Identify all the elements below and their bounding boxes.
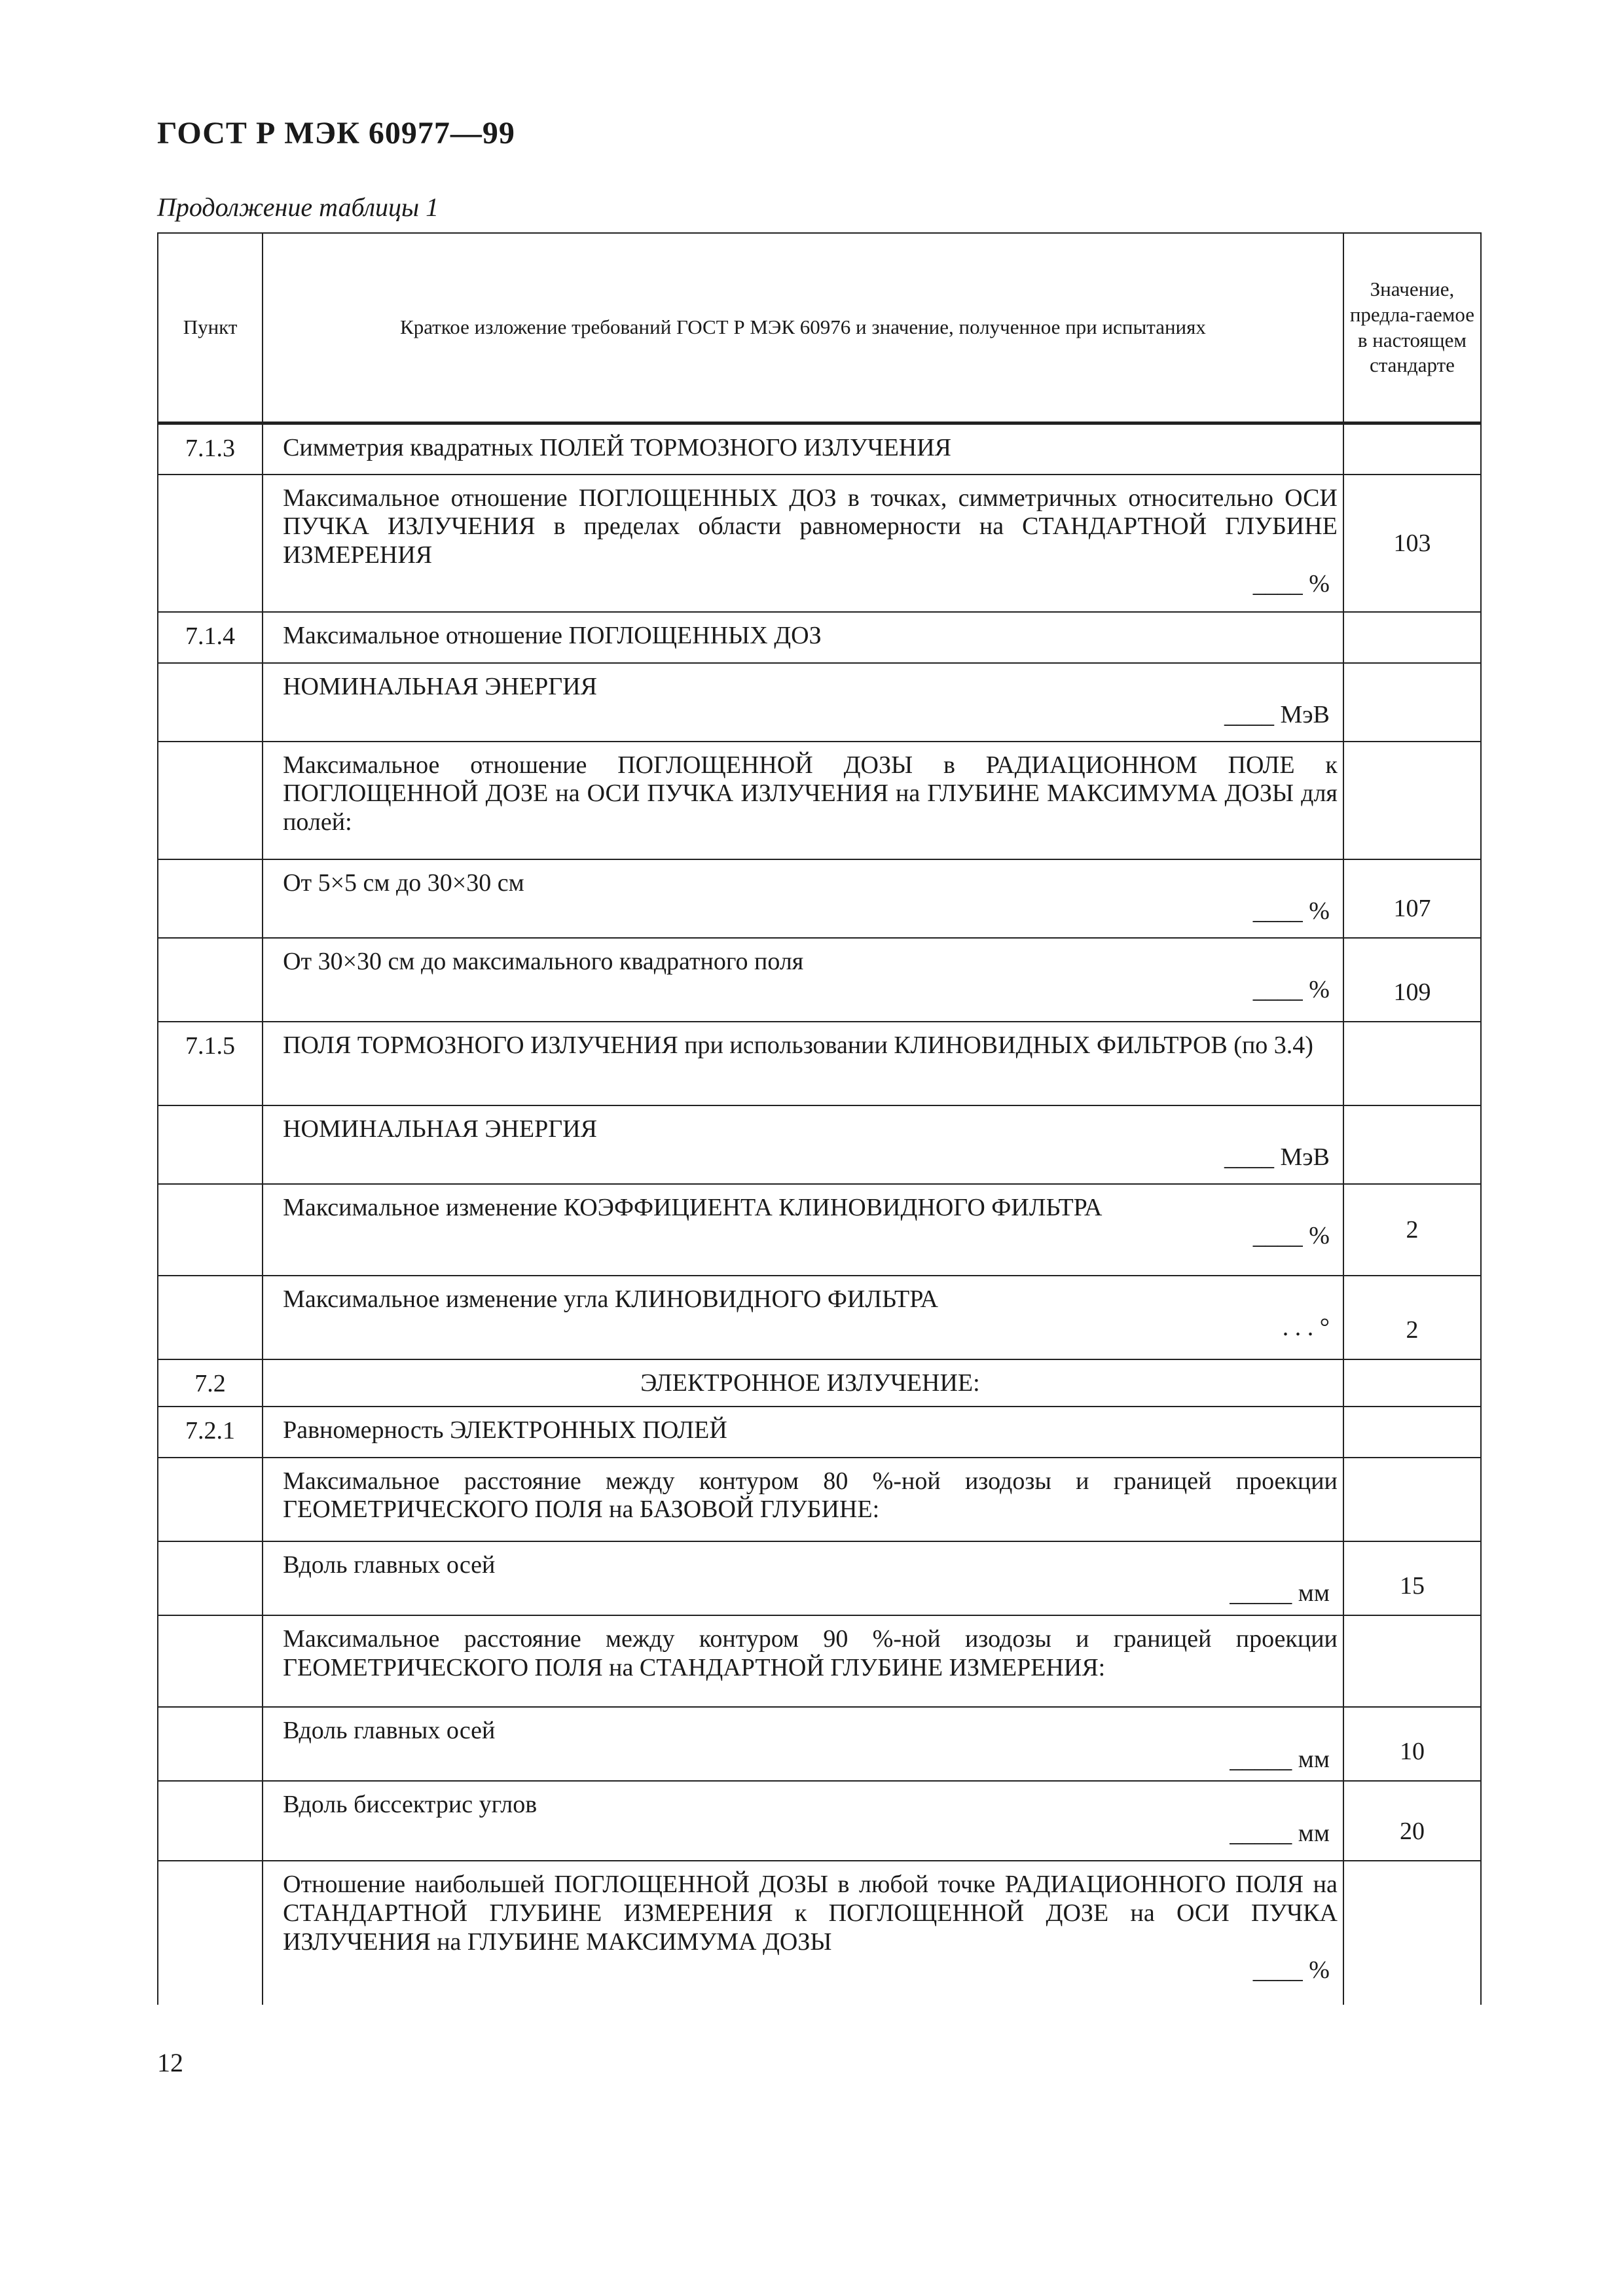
- row-proposed-value: 103: [1343, 475, 1481, 612]
- requirement-text: Вдоль биссектрис углов: [283, 1791, 538, 1819]
- requirement-text: Равномерность ЭЛЕКТРОННЫХ ПОЛЕЙ: [283, 1416, 727, 1444]
- requirement-text: От 30×30 см до максимального квадратного поля: [283, 947, 804, 975]
- measured-value-blank: ____ МэВ: [1224, 1143, 1330, 1172]
- row-proposed-value: [1343, 612, 1481, 663]
- table-row: [158, 1359, 1481, 1407]
- table-row: [158, 938, 1481, 1022]
- row-requirement: [263, 1407, 1343, 1458]
- row-item-number: [158, 742, 263, 859]
- measured-value-blank: ____ %: [1252, 1956, 1330, 1984]
- requirement-text: Вдоль главных осей: [283, 1551, 496, 1579]
- requirement-text: Максимальное изменение КОЭФФИЦИЕНТА КЛИНОВИДНОГО ФИЛЬТРА: [283, 1193, 1103, 1221]
- row-requirement: [263, 938, 1343, 1022]
- header-summary: Краткое изложение требований ГОСТ Р МЭК 60976 и значение, полученное при испытаниях: [263, 233, 1343, 423]
- header-value: Значение, предла-гаемое в настоящем стандарте: [1343, 233, 1481, 423]
- row-proposed-value: 20: [1343, 1781, 1481, 1861]
- row-requirement: [263, 423, 1343, 475]
- table-row: [158, 475, 1481, 612]
- table-row: [158, 1276, 1481, 1359]
- table-row: [158, 663, 1481, 742]
- row-requirement: [263, 1276, 1343, 1359]
- requirement-text: Максимальное отношение ПОГЛОЩЕННОЙ ДОЗЫ в РАДИАЦИОННОМ ПОЛЕ к ПОГЛОЩЕННОЙ ДОЗЕ на ОСИ ПУЧКА ИЗЛУЧЕНИЯ на ГЛУБИНЕ МАКСИМУМА ДОЗЫ для полей:: [283, 751, 1338, 836]
- row-proposed-value: [1343, 742, 1481, 859]
- requirement-text: Симметрия квадратных ПОЛЕЙ ТОРМОЗНОГО ИЗЛУЧЕНИЯ: [283, 434, 952, 461]
- measured-value-blank: ____ %: [1252, 976, 1330, 1004]
- row-proposed-value: 107: [1343, 859, 1481, 938]
- row-proposed-value: 2: [1343, 1184, 1481, 1276]
- requirement-text: НОМИНАЛЬНАЯ ЭНЕРГИЯ: [283, 1115, 598, 1143]
- row-item-number: [158, 1615, 263, 1707]
- row-requirement: [263, 1359, 1343, 1407]
- row-item-number: [158, 475, 263, 612]
- requirement-text: Максимальное изменение угла КЛИНОВИДНОГО ФИЛЬТРА: [283, 1285, 938, 1313]
- row-proposed-value: [1343, 423, 1481, 475]
- document-title: ГОСТ Р МЭК 60977—99: [157, 116, 515, 151]
- row-proposed-value: [1343, 1458, 1481, 1541]
- table-row: [158, 859, 1481, 938]
- table-row: [158, 1184, 1481, 1276]
- row-item-number: [158, 938, 263, 1022]
- row-proposed-value: [1343, 1407, 1481, 1458]
- table-row: [158, 612, 1481, 663]
- row-requirement: [263, 1615, 1343, 1707]
- table-row: [158, 1407, 1481, 1458]
- measured-value-blank: ____ %: [1252, 897, 1330, 925]
- table-header-row: [158, 233, 1481, 423]
- row-item-number: [158, 1707, 263, 1781]
- row-item-number: [158, 1458, 263, 1541]
- table-row: [158, 1861, 1481, 2005]
- table-row: [158, 423, 1481, 475]
- row-item-number: [158, 1781, 263, 1861]
- requirement-text: ЭЛЕКТРОННОЕ ИЗЛУЧЕНИЕ:: [640, 1369, 980, 1397]
- row-proposed-value: [1343, 1615, 1481, 1707]
- row-item-number: 7.1.5: [158, 1022, 263, 1105]
- table-row: [158, 1541, 1481, 1615]
- row-requirement: [263, 1861, 1343, 2005]
- row-proposed-value: [1343, 1022, 1481, 1105]
- page-number: 12: [157, 2048, 183, 2077]
- requirement-text: Максимальное отношение ПОГЛОЩЕННЫХ ДОЗ: [283, 621, 822, 649]
- row-proposed-value: 10: [1343, 1707, 1481, 1781]
- row-item-number: [158, 1184, 263, 1276]
- row-proposed-value: 15: [1343, 1541, 1481, 1615]
- measured-value-blank: _____ мм: [1230, 1819, 1330, 1847]
- table-row: [158, 1781, 1481, 1861]
- row-item-number: [158, 859, 263, 938]
- requirement-text: Максимальное расстояние между контуром 80 %-ной изодозы и границей проекции ГЕОМЕТРИЧЕСКОГО ПОЛЯ на БАЗОВОЙ ГЛУБИНЕ:: [283, 1467, 1338, 1524]
- table-row: [158, 1458, 1481, 1541]
- measured-value-blank: ____ МэВ: [1224, 701, 1330, 729]
- row-requirement: [263, 859, 1343, 938]
- requirement-text: От 5×5 см до 30×30 см: [283, 869, 524, 897]
- table-row: [158, 1707, 1481, 1781]
- measured-value-blank: _____ мм: [1230, 1579, 1330, 1607]
- header-item: Пункт: [158, 233, 263, 423]
- table-body: [158, 423, 1481, 2005]
- row-proposed-value: [1343, 1105, 1481, 1184]
- row-item-number: [158, 1276, 263, 1359]
- requirement-text: Отношение наибольшей ПОГЛОЩЕННОЙ ДОЗЫ в любой точке РАДИАЦИОННОГО ПОЛЯ на СТАНДАРТНОЙ ГЛУБИНЕ ИЗМЕРЕНИЯ к ПОГЛОЩЕННОЙ ДОЗЕ на ОСИ ПУЧКА ИЗЛУЧЕНИЯ на ГЛУБИНЕ МАКСИМУМА ДОЗЫ: [283, 1871, 1338, 1956]
- row-requirement: [263, 1781, 1343, 1861]
- row-proposed-value: [1343, 1359, 1481, 1407]
- requirement-text: ПОЛЯ ТОРМОЗНОГО ИЗЛУЧЕНИЯ при использовании КЛИНОВИДНЫХ ФИЛЬТРОВ (по 3.4): [283, 1031, 1313, 1059]
- requirement-text: Максимальное отношение ПОГЛОЩЕННЫХ ДОЗ в точках, симметричных относительно ОСИ ПУЧКА ИЗЛУЧЕНИЯ в пределах области равномерности на СТАНДАРТНОЙ ГЛУБИНЕ ИЗМЕРЕНИЯ: [283, 484, 1338, 569]
- table-row: [158, 1105, 1481, 1184]
- requirement-text: Вдоль главных осей: [283, 1716, 496, 1744]
- row-item-number: 7.2: [158, 1359, 263, 1407]
- table-row: [158, 1615, 1481, 1707]
- row-item-number: [158, 663, 263, 742]
- row-item-number: 7.1.3: [158, 423, 263, 475]
- row-item-number: [158, 1861, 263, 2005]
- requirement-text: Максимальное расстояние между контуром 90 %-ной изодозы и границей проекции ГЕОМЕТРИЧЕСКОГО ПОЛЯ на СТАНДАРТНОЙ ГЛУБИНЕ ИЗМЕРЕНИЯ:: [283, 1624, 1338, 1681]
- row-requirement: [263, 1541, 1343, 1615]
- requirements-table: [157, 232, 1482, 2005]
- table-row: [158, 742, 1481, 859]
- row-requirement: [263, 1022, 1343, 1105]
- measured-value-blank: . . . °: [1282, 1314, 1330, 1342]
- row-proposed-value: 109: [1343, 938, 1481, 1022]
- requirement-text: НОМИНАЛЬНАЯ ЭНЕРГИЯ: [283, 672, 598, 700]
- row-item-number: 7.2.1: [158, 1407, 263, 1458]
- row-proposed-value: [1343, 663, 1481, 742]
- row-requirement: [263, 1184, 1343, 1276]
- row-requirement: [263, 612, 1343, 663]
- measured-value-blank: _____ мм: [1230, 1745, 1330, 1773]
- row-requirement: [263, 475, 1343, 612]
- row-item-number: [158, 1105, 263, 1184]
- row-requirement: [263, 742, 1343, 859]
- measured-value-blank: ____ %: [1252, 569, 1330, 598]
- row-proposed-value: 2: [1343, 1276, 1481, 1359]
- row-proposed-value: [1343, 1861, 1481, 2005]
- row-requirement: [263, 663, 1343, 742]
- table-row: [158, 1022, 1481, 1105]
- row-item-number: [158, 1541, 263, 1615]
- row-item-number: 7.1.4: [158, 612, 263, 663]
- row-requirement: [263, 1105, 1343, 1184]
- row-requirement: [263, 1707, 1343, 1781]
- table-continuation-caption: Продолжение таблицы 1: [157, 192, 439, 222]
- measured-value-blank: ____ %: [1252, 1222, 1330, 1250]
- row-requirement: [263, 1458, 1343, 1541]
